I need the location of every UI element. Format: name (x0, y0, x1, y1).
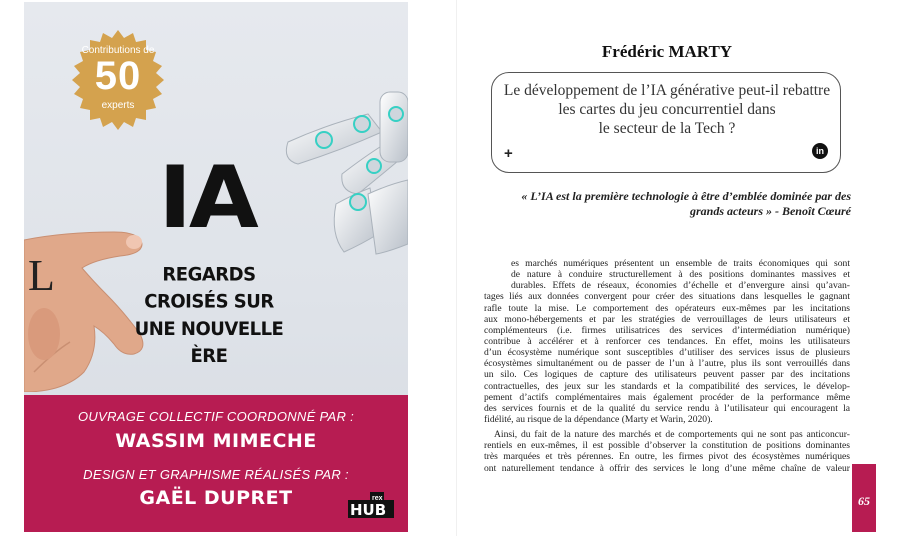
badge-number: 50 (94, 54, 142, 98)
body-line: fidélité, au risque de la dépendance (Marty et Warin, 2020). (484, 413, 713, 425)
body-line: contractuelles, des jeux sur les standards et la compatibilité des services, le dévelop- (484, 380, 850, 392)
question-box (491, 72, 841, 173)
contributors-badge (68, 30, 168, 130)
cover-title: IA (158, 148, 256, 248)
author-name: Frédéric MARTY (601, 42, 733, 61)
body-line: es marchés numériques présentent un ensemble de traits économiques qui sont (511, 258, 850, 269)
robot-hand-icon (258, 84, 408, 284)
page-number-tab (852, 464, 876, 532)
body-line: écosystèmes simultanément ou de passer de l’un à l’autre, plus ils sont verrouillés dans (484, 358, 850, 370)
quote-line1: « L’IA est la première technologie à être d’emblée dominée par des (521, 189, 851, 203)
page-number: 65 (858, 494, 870, 508)
body-line: des services fournis et de la qualité du service rendu à l’utilisateur qui encouragent la (484, 402, 850, 414)
epigraph-quote (511, 189, 851, 219)
body-line: pement d’actifs complémentaires mais également procéder de la performance même (484, 391, 850, 403)
badge-line1: Contributions de (81, 45, 155, 56)
book-cover (24, 2, 408, 532)
body-line: de nature à conduire structurellement à des positions dominantes massives et (511, 269, 850, 281)
quote-line2: grands acteurs » - Benoît Cœuré (689, 204, 851, 218)
body-line: rafle toute la mise. Le comportement des opérateurs eux-mêmes par les incitations (484, 302, 850, 314)
body-line: ont naturellement tendance à offrir des services le long d’une même chaîne de valeur (484, 462, 850, 474)
question-text (502, 81, 832, 138)
question-line: le secteur de la Tech ? (598, 120, 736, 137)
body-line: contribue à accélérer et à renforcer ces tendances. En effet, moins les utilisateurs (484, 335, 850, 347)
paragraph-2 (484, 429, 850, 474)
cover-subtitle-line1: REGARDS CROISÉS SUR (144, 263, 274, 313)
article-body (484, 258, 850, 474)
body-line: Ainsi, du fait de la nature des marchés et de comportements qui ne sont pas anticoncur- (494, 429, 850, 441)
logo-text-bottom: HUB (350, 501, 387, 518)
body-line: complémenteurs (i.e. firmes utilisatrices des services d’intermédiation numérique) (484, 324, 850, 336)
cover-subtitle (124, 261, 294, 370)
design-label: DESIGN ET GRAPHISME RÉALISÉS PAR : (83, 467, 349, 482)
badge-line3: experts (101, 100, 135, 111)
rex-hub-logo-icon (348, 492, 394, 518)
linkedin-icon[interactable]: in (812, 143, 828, 159)
cover-subtitle-line2: UNE NOUVELLE ÈRE (134, 318, 284, 368)
coordinator-label: OUVRAGE COLLECTIF COORDONNÉ PAR : (78, 409, 354, 424)
body-line: très marquées et très pérennes. En outre, les firmes pivot des écosystèmes numériques (484, 451, 850, 463)
plus-icon: + (504, 145, 513, 162)
question-line: les cartes du jeu concurrentiel dans (558, 101, 776, 118)
body-line: aux mono-hébergements et par les stratégies de verrouillages de leurs utilisateurs et (484, 313, 850, 325)
question-line: Le développement de l’IA générative peut-il rebattre (503, 82, 831, 99)
body-line: durables. Effets de réseaux, économies d’échelle et d’envergure ainsi qu’avan- (511, 280, 850, 292)
body-line: rentiels en eux-mêmes, il est possible d’observer la constitution de positions dominantes (484, 440, 850, 452)
paragraph-1 (484, 258, 850, 425)
dropcap-letter: L (28, 251, 55, 300)
body-line: un silo. Ces logiques de capture des utilisateurs peuvent passer par des incitations (484, 369, 850, 381)
logo-text-top: rex (372, 495, 383, 502)
body-line: d’un écosystème numérique sont susceptibles d’utiliser des services issus de plusieurs (484, 347, 850, 359)
cover-credits-band (24, 395, 408, 532)
body-line: tages liés aux données convergent pour créer des situations dans lesquelles le gagnant (484, 291, 850, 303)
coordinator-name: WASSIM MIMECHE (115, 430, 317, 452)
designer-name: GAËL DUPRET (139, 487, 293, 509)
